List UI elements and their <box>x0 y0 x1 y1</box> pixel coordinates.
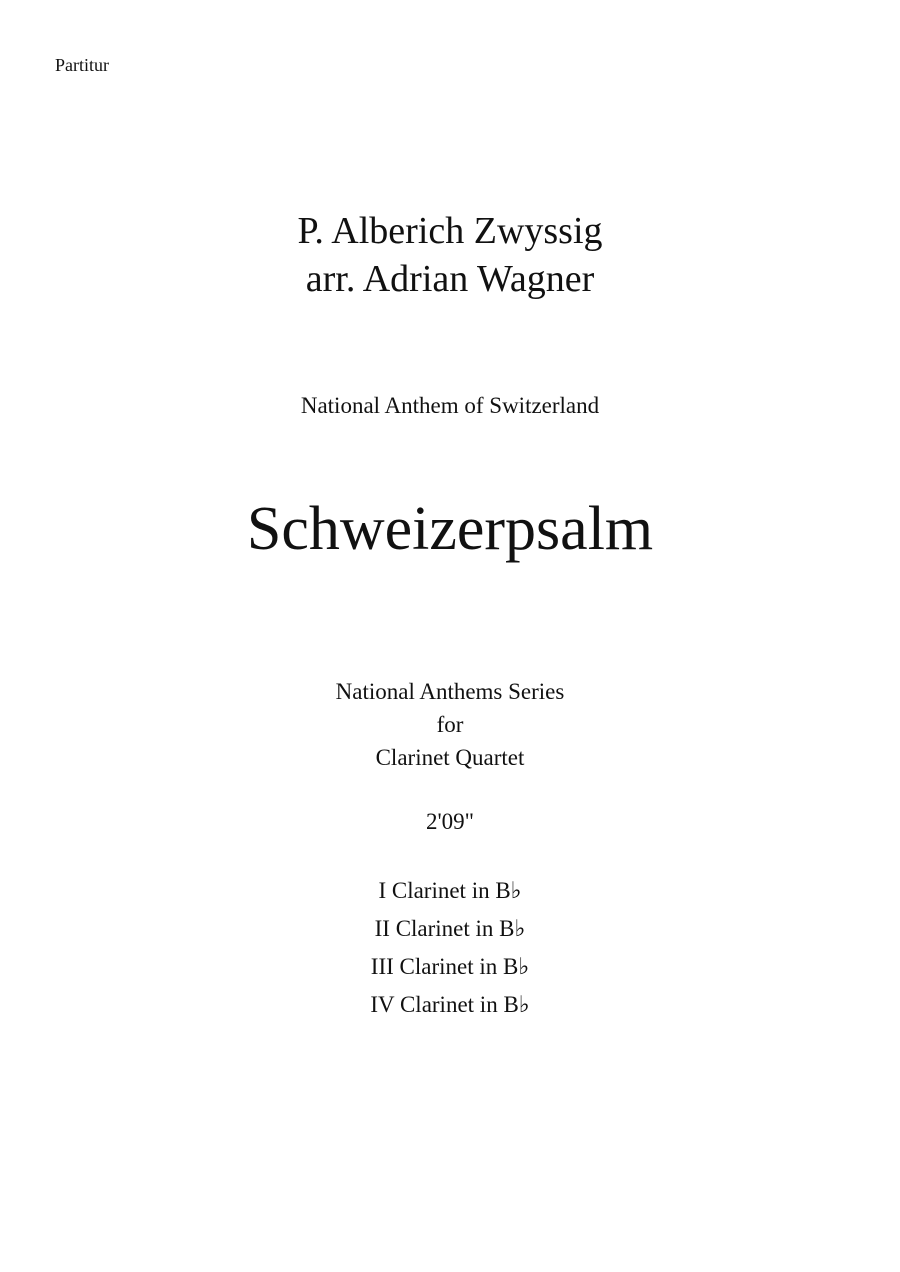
arranger-name: arr. Adrian Wagner <box>305 258 595 300</box>
credits-block <box>0 207 900 303</box>
series-for: for <box>436 712 464 737</box>
instrument-item: I Clarinet in B♭ <box>378 878 522 903</box>
series-name: National Anthems Series <box>335 679 565 704</box>
duration-text: 2'09" <box>425 809 475 834</box>
score-type-label: Partitur <box>55 55 109 75</box>
work-title: Schweizerpsalm <box>246 495 654 563</box>
composer-name: P. Alberich Zwyssig <box>297 210 603 252</box>
series-block <box>0 675 900 774</box>
instrument-item: II Clarinet in B♭ <box>374 916 526 941</box>
ensemble-name: Clarinet Quartet <box>375 745 525 770</box>
instrument-list <box>0 872 900 1024</box>
instrument-item: IV Clarinet in B♭ <box>370 992 530 1017</box>
work-subtitle: National Anthem of Switzerland <box>300 393 600 418</box>
instrument-item: III Clarinet in B♭ <box>370 954 530 979</box>
